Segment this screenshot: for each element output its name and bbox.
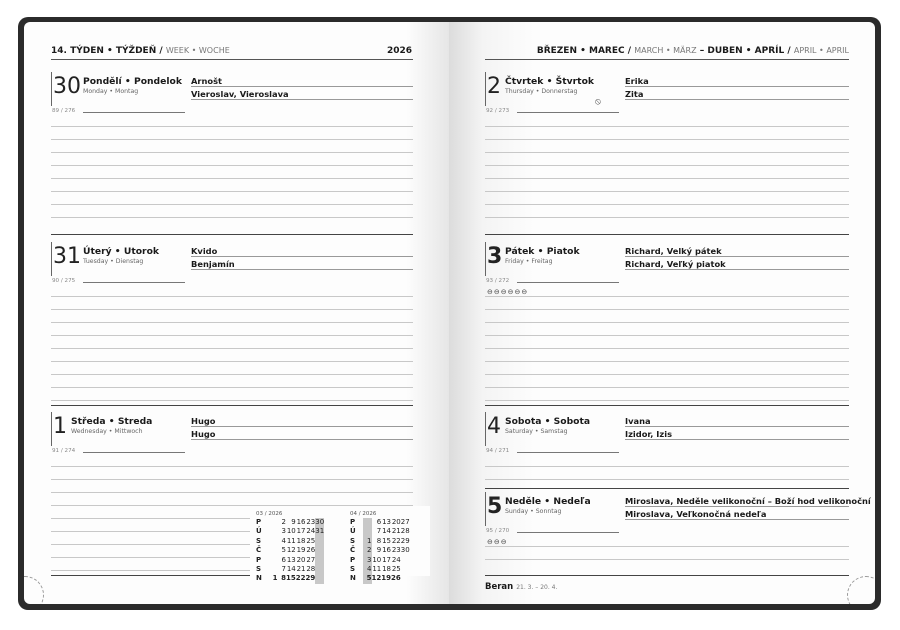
calendar-day: 26 (306, 546, 316, 555)
weekday-letter: N (350, 574, 356, 583)
holiday-icons: ⊖⊖⊖⊖⊖⊖ (487, 288, 529, 296)
writing-line (51, 152, 413, 153)
calendar-day: 6 (281, 555, 286, 564)
calendar-day: 24 (306, 527, 316, 536)
calendar-day: 30 (400, 546, 410, 555)
day-separator (485, 488, 849, 489)
year-label: 2026 (386, 46, 412, 56)
calendar-day: 1 (363, 537, 372, 546)
day-number: 4 (487, 414, 501, 439)
nameday-rule (625, 269, 849, 270)
weekday-letter: Ú (256, 527, 262, 536)
writing-line (485, 479, 849, 480)
day-separator (485, 234, 849, 235)
calendar-day (269, 518, 278, 527)
weekday-letter: P (256, 555, 262, 564)
footer-date-range: 21. 3. – 20. 4. (516, 584, 558, 591)
calendar-day: 16 (296, 518, 306, 526)
calendar-day: 8 (281, 574, 286, 583)
calendar-day (315, 565, 324, 574)
week-header: 14. TÝDEN • TÝŽDEŇ / WEEK • WOCHE (51, 46, 230, 56)
right-page (449, 22, 875, 604)
weekday-letter: S (256, 565, 262, 574)
writing-line (485, 309, 849, 310)
writing-line (51, 335, 413, 336)
day-bar (51, 412, 52, 446)
calendar-grid (256, 518, 324, 584)
calendar-day: 17 (296, 527, 306, 536)
writing-line (485, 559, 849, 560)
nameday: Hugo (191, 429, 216, 439)
calendar-day (315, 537, 324, 546)
writing-line (51, 322, 413, 323)
calendar-day: 3 (363, 556, 372, 565)
day-title: Úterý • Utorok (83, 246, 159, 257)
writing-line (485, 165, 849, 166)
calendar-day: 10 (286, 527, 296, 536)
calendar-day: 19 (296, 546, 306, 555)
calendar-day (315, 574, 324, 583)
calendar-title: 03 / 2026 (256, 511, 283, 517)
writing-line (51, 296, 413, 297)
calendar-day: 28 (400, 527, 410, 536)
nameday-rule (625, 506, 849, 507)
day-title: Pondělí • Pondelok (83, 76, 182, 87)
calendar-day: 27 (400, 518, 410, 526)
calendar-day: 22 (391, 536, 401, 545)
nameday-rule (625, 256, 849, 257)
day-subtitle: Tuesday • Dienstag (83, 258, 144, 265)
calendar-day: 23 (391, 546, 401, 555)
day-subtitle: Monday • Montag (83, 88, 139, 95)
writing-line (51, 348, 413, 349)
calendar-day: 14 (382, 527, 391, 536)
writing-line (485, 374, 849, 375)
weekday-letter: S (256, 536, 262, 545)
writing-line (485, 400, 849, 401)
day-number: 2 (487, 74, 501, 99)
writing-line (485, 217, 849, 218)
nameday-rule (625, 86, 849, 87)
mini-calendar-march (256, 510, 336, 590)
day-count: 92 / 273 (486, 108, 510, 114)
weekday-letter: P (256, 518, 262, 526)
day-number: 31 (53, 244, 81, 269)
calendar-day (401, 565, 410, 574)
weekday-letter: S (350, 536, 356, 545)
calendar-day: 26 (391, 574, 401, 583)
calendar-day: 24 (391, 555, 401, 564)
weekday-letter: Č (256, 546, 262, 555)
corner-mark (24, 576, 44, 604)
writing-line (51, 466, 413, 467)
calendar-day: 5 (281, 546, 286, 555)
calendar-day (363, 527, 372, 536)
calendar-day: 21 (296, 565, 306, 574)
nameday: Arnošt (191, 76, 223, 86)
calendar-day: 20 (296, 555, 306, 564)
writing-line (51, 139, 413, 140)
day-bar (51, 72, 52, 106)
nameday-rule (625, 99, 849, 100)
calendar-day: 12 (286, 546, 296, 555)
day-subtitle: Sunday • Sonntag (505, 508, 562, 515)
calendar-day: 15 (286, 574, 296, 583)
calendar-day: 6 (376, 518, 382, 526)
calendar-day (269, 565, 278, 574)
calendar-day: 7 (376, 527, 382, 536)
nameday: Vieroslav, Vieroslava (191, 89, 289, 99)
calendar-day: 2 (281, 518, 286, 526)
calendar-grid (350, 518, 410, 584)
calendar-day: 13 (286, 555, 296, 564)
calendar-day: 11 (372, 565, 382, 574)
header-rule (485, 59, 849, 60)
day-count: 95 / 270 (486, 528, 510, 534)
writing-line (485, 361, 849, 362)
calendar-day: 25 (391, 565, 401, 574)
day-number: 5 (487, 494, 503, 519)
calendar-day: 5 (363, 574, 372, 583)
left-page (24, 22, 449, 604)
writing-line (485, 387, 849, 388)
day-number: 3 (487, 244, 503, 269)
writing-line (485, 546, 849, 547)
day-underline (83, 112, 185, 113)
weekday-letter: P (350, 555, 356, 564)
nameday-rule (625, 426, 849, 427)
calendar-day: 18 (382, 565, 391, 574)
writing-line (51, 309, 413, 310)
calendar-day: 10 (372, 555, 382, 564)
writing-line (485, 466, 849, 467)
header-rule (51, 59, 413, 60)
day-underline (517, 282, 619, 283)
day-title: Pátek • Piatok (505, 246, 580, 257)
calendar-day: 17 (382, 555, 391, 564)
nameday: Miroslava, Neděle velikonoční – Boží hod velikonoční (625, 496, 871, 506)
nameday: Hugo (191, 416, 216, 426)
day-number: 1 (53, 414, 67, 439)
calendar-day: 31 (315, 527, 325, 536)
calendar-day: 30 (315, 518, 325, 526)
writing-line (51, 178, 413, 179)
weekday-letter: S (350, 565, 356, 574)
day-count: 94 / 271 (486, 448, 510, 454)
holiday-icons: ⊖⊖⊖ (487, 538, 508, 546)
writing-line (51, 387, 413, 388)
day-underline (83, 282, 185, 283)
nameday-rule (191, 86, 413, 87)
writing-line (485, 191, 849, 192)
week-label-other: WEEK • WOCHE (165, 46, 230, 55)
day-subtitle: Saturday • Samstag (505, 428, 568, 435)
months-header: BŘEZEN • MAREC / MARCH • MÄRZ – DUBEN • APRÍL / APRIL • APRIL (536, 46, 849, 56)
writing-line (51, 374, 413, 375)
day-separator (485, 405, 849, 406)
day-separator (51, 405, 413, 406)
calendar-day (315, 546, 324, 555)
writing-line (485, 296, 849, 297)
calendar-day: 4 (363, 565, 372, 574)
day-subtitle: Friday • Freitag (505, 258, 553, 265)
day-title: Čtvrtek • Štvrtok (505, 76, 594, 87)
day-number: 30 (53, 74, 81, 99)
day-title: Neděle • Nedeľa (505, 496, 591, 507)
day-bar (485, 242, 486, 276)
writing-line (51, 361, 413, 362)
writing-line (51, 217, 413, 218)
calendar-day: 9 (376, 546, 382, 555)
writing-line (51, 191, 413, 192)
nameday: Zita (625, 89, 644, 99)
writing-line (51, 126, 413, 127)
weekday-letter: Č (350, 546, 356, 555)
writing-line (485, 322, 849, 323)
calendar-day (269, 527, 278, 536)
nameday-rule (625, 439, 849, 440)
day-title: Středa • Streda (71, 416, 153, 427)
nameday: Benjamín (191, 259, 235, 269)
day-underline (83, 452, 185, 453)
calendar-day: 12 (371, 574, 382, 583)
writing-line (51, 165, 413, 166)
writing-line (51, 492, 413, 493)
nameday-rule (191, 426, 413, 427)
writing-line (485, 348, 849, 349)
day-subtitle: Thursday • Donnerstag (505, 88, 578, 95)
day-bar (485, 492, 486, 526)
calendar-day: 20 (391, 518, 401, 526)
day-underline (517, 112, 619, 113)
day-underline (517, 532, 619, 533)
calendar-day: 1 (272, 574, 278, 583)
footer-brand: Beran 21. 3. – 20. 4. (485, 582, 558, 592)
calendar-day: 27 (306, 555, 316, 564)
nameday: Ivana (625, 416, 651, 426)
calendar-day: 19 (381, 574, 391, 583)
day-bar (485, 412, 486, 446)
calendar-day: 4 (281, 536, 286, 545)
calendar-day: 15 (382, 536, 391, 545)
calendar-day: 25 (306, 536, 316, 545)
calendar-day: 13 (382, 518, 391, 526)
nameday: Miroslava, Veľkonočná nedeľa (625, 509, 767, 519)
day-bar (485, 72, 486, 106)
calendar-day: 14 (286, 565, 296, 574)
calendar-day: 2 (363, 546, 372, 555)
calendar-day (315, 556, 324, 565)
nameday: Erika (625, 76, 649, 86)
day-underline (517, 452, 619, 453)
writing-line (485, 204, 849, 205)
calendar-day (401, 574, 410, 583)
day-count: 90 / 275 (52, 278, 76, 284)
day-count: 91 / 274 (52, 448, 76, 454)
day-title: Sobota • Sobota (505, 416, 591, 427)
writing-line (485, 139, 849, 140)
calendar-day (401, 556, 410, 565)
calendar-title: 04 / 2026 (350, 511, 377, 517)
weekday-letter: P (350, 518, 356, 526)
nameday-rule (191, 439, 413, 440)
nameday-rule (191, 99, 413, 100)
calendar-day (269, 537, 278, 546)
calendar-day: 28 (306, 565, 316, 574)
day-subtitle: Wednesday • Mittwoch (71, 428, 143, 435)
weekday-letter: N (256, 574, 262, 583)
writing-line (485, 335, 849, 336)
day-count: 89 / 276 (52, 108, 76, 114)
calendar-day: 7 (281, 565, 286, 574)
calendar-day: 9 (291, 518, 296, 526)
calendar-day: 11 (286, 536, 296, 545)
calendar-day: 18 (296, 536, 306, 545)
day-count: 93 / 272 (486, 278, 510, 284)
writing-line (51, 479, 413, 480)
moon-phase-icon: ⦸ (595, 97, 601, 107)
calendar-day: 21 (391, 527, 401, 536)
calendar-day (269, 546, 278, 555)
calendar-day: 8 (376, 536, 382, 545)
calendar-day (363, 518, 372, 527)
day-bar (51, 242, 52, 276)
corner-mark (847, 576, 875, 604)
weekday-letter: Ú (350, 527, 356, 536)
week-label: 14. TÝDEN • TÝŽDEŇ (51, 46, 157, 56)
nameday-rule (191, 269, 413, 270)
nameday: Richard, Velký pátek (625, 246, 722, 256)
writing-line (51, 400, 413, 401)
calendar-day: 3 (281, 527, 286, 536)
calendar-day: 22 (295, 574, 306, 583)
nameday: Richard, Veľký piatok (625, 259, 726, 269)
writing-line (485, 152, 849, 153)
nameday-rule (625, 519, 849, 520)
writing-line (485, 126, 849, 127)
day-separator (485, 575, 849, 576)
nameday: Kvido (191, 246, 218, 256)
calendar-day: 16 (382, 546, 391, 555)
mini-calendar-april (350, 510, 420, 590)
calendar-day: 29 (400, 536, 410, 545)
calendar-day (269, 556, 278, 565)
calendar-day: 23 (306, 518, 316, 526)
writing-line (485, 178, 849, 179)
nameday: Izidor, Izis (625, 429, 673, 439)
calendar-day: 29 (305, 574, 316, 583)
nameday-rule (191, 256, 413, 257)
writing-line (51, 204, 413, 205)
day-separator (51, 234, 413, 235)
